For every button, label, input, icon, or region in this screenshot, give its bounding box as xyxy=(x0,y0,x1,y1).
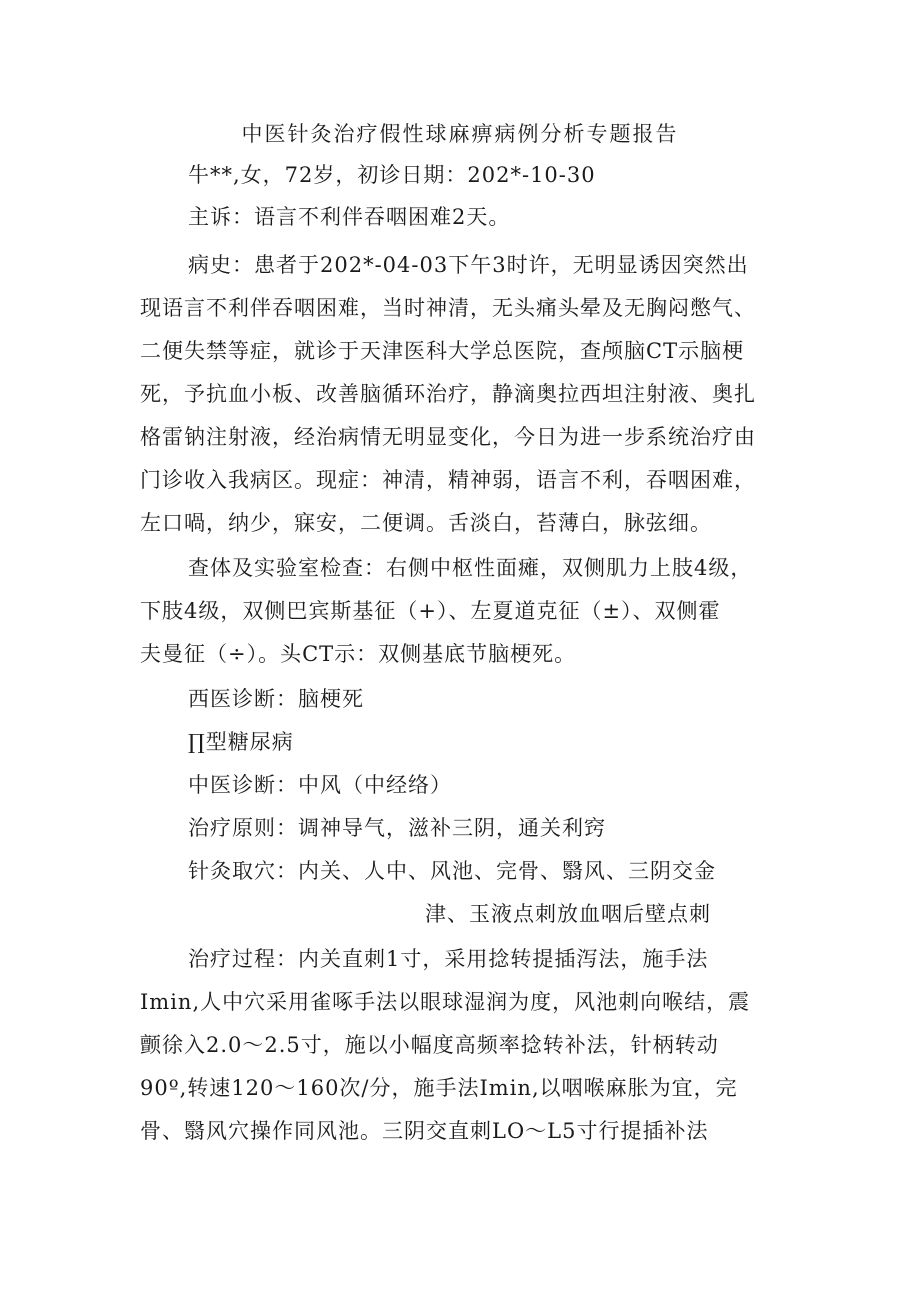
document-title: 中医针灸治疗假性球麻痹病例分析专题报告 xyxy=(241,122,679,146)
chief-complaint-line: 主诉：语言不利伴吞咽困难2天。 xyxy=(188,205,511,229)
treatment-process-line: 骨、翳风穴操作同风池。三阴交直刺LO～L5寸行提插补法 xyxy=(140,1119,709,1143)
treatment-process-line: 90º,转速120～160次/分，施手法Imin,以咽喉麻胀为宜，完 xyxy=(140,1076,738,1100)
history-line: 门诊收入我病区。现症：神清，精神弱，语言不利，吞咽困难， xyxy=(140,468,756,492)
history-line: 现语言不利伴吞咽困难，当时神清，无头痛头晕及无胸闷憋气、 xyxy=(140,296,756,320)
history-line: 左口喎，纳少，寐安，二便调。舌淡白，苔薄白，脉弦细。 xyxy=(140,511,712,535)
exam-line: 夫曼征（÷）。头CT示：双侧基底节脑梗死。 xyxy=(140,642,577,666)
diabetes-line: ∏型糖尿病 xyxy=(188,730,294,754)
exam-line: 下肢4级，双侧巴宾斯基征（+）、左夏道克征（±）、双侧霍 xyxy=(140,599,721,623)
acupoints-line: 津、玉液点刺放血咽后壁点刺 xyxy=(425,902,711,926)
treatment-principle-line: 治疗原则：调神导气，滋补三阴，通关利窍 xyxy=(188,816,606,840)
treatment-process-line: Imin,人中穴采用雀啄手法以眼球湿润为度，风池刺向喉结，震 xyxy=(140,990,751,1014)
history-line: 病史：患者于202*-04-03下午3时许，无明显诱因突然出 xyxy=(188,253,749,277)
patient-info-line: 牛**,女，72岁，初诊日期：202*-10-30 xyxy=(188,163,596,187)
tcm-diagnosis-line: 中医诊断：中风（中经络） xyxy=(188,773,452,797)
treatment-process-line: 治疗过程：内关直刺1寸，采用捻转提插泻法，施手法 xyxy=(188,947,709,971)
history-line: 格雷钠注射液，经治病情无明显变化，今日为进一步系统治疗由 xyxy=(140,425,756,449)
western-diagnosis-line: 西医诊断：脑梗死 xyxy=(188,687,364,711)
exam-line: 查体及实验室检查：右侧中枢性面瘫，双侧肌力上肢4级， xyxy=(188,556,753,580)
history-line: 死，予抗血小板、改善脑循环治疗，静滴奥拉西坦注射液、奥扎 xyxy=(140,382,756,406)
acupoints-line: 针灸取穴：内关、人中、风池、完骨、翳风、三阴交金 xyxy=(188,859,716,883)
history-line: 二便失禁等症，就诊于天津医科大学总医院，查颅脑CT示脑梗 xyxy=(140,339,745,363)
treatment-process-line: 颤徐入2.0～2.5寸，施以小幅度高频率捻转补法，针柄转动 xyxy=(140,1033,719,1057)
